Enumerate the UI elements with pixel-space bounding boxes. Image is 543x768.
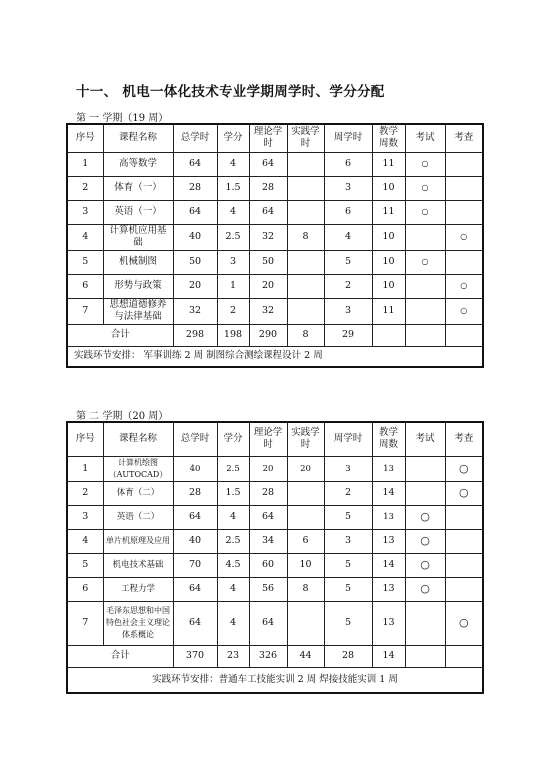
table-cell: 4 [217,152,249,176]
table-cell: 6 [67,577,103,601]
table-cell: 7 [67,601,103,645]
table-cell: 5 [67,250,103,274]
table-cell: 14 [372,481,405,505]
total-label: 合计 [67,645,173,667]
table-cell [287,505,324,529]
table-cell: 64 [173,577,217,601]
header-cell: 考试 [405,124,445,152]
table-cell: 3 [67,505,103,529]
table-row [67,176,483,200]
assessment-mark: ○ [445,601,483,645]
table-cell: 64 [249,505,287,529]
table-cell: 50 [249,250,287,274]
table-cell: 3 [324,529,372,553]
exam-mark [405,298,445,324]
table-cell: 10 [372,274,405,298]
table-cell: 毛泽东思想和中国特色社会主义理论体系概论 [103,601,173,645]
table-cell [372,324,405,346]
table-cell: 60 [249,553,287,577]
table-cell [405,645,445,667]
table-cell [287,176,324,200]
table-cell: 工程力学 [103,577,173,601]
exam-mark: ○ [405,152,445,176]
table-cell: 6 [67,274,103,298]
practice-note: 实践环节安排： 军事训练 2 周 制图综合测绘课程设计 2 周 [67,346,483,367]
table-cell: 单片机原理及应用 [103,529,173,553]
table-cell: 64 [249,200,287,224]
assessment-mark: ○ [445,456,483,481]
table-cell [287,298,324,324]
table-cell: 计算机绘图（AUTOCAD） [103,456,173,481]
table-cell: 1 [67,456,103,481]
table-cell: 4 [217,601,249,645]
semester2-table [66,421,484,694]
header-cell: 周学时 [324,124,372,152]
table-cell: 4.5 [217,553,249,577]
practice-note-row [67,346,483,367]
table-cell: 28 [173,176,217,200]
table-cell: 198 [217,324,249,346]
table-cell [287,601,324,645]
table-cell: 计算机应用基础 [103,224,173,250]
table-cell: 2.5 [217,456,249,481]
table-cell: 2.5 [217,224,249,250]
table-row [67,505,483,529]
table-row [67,481,483,505]
semester1-label: 第 一 学期（19 周） [76,113,169,124]
table-cell: 40 [173,529,217,553]
table-cell: 4 [217,505,249,529]
table-cell: 2.5 [217,529,249,553]
table-cell: 8 [287,224,324,250]
table-cell: 10 [372,176,405,200]
table-cell: 11 [372,200,405,224]
table-cell: 2 [67,481,103,505]
table-cell: 13 [372,505,405,529]
table-cell: 34 [249,529,287,553]
exam-mark [405,601,445,645]
table-cell [405,324,445,346]
table-row [67,553,483,577]
table-cell: 40 [173,456,217,481]
table-cell: 64 [173,505,217,529]
header-cell: 课程名称 [103,124,173,152]
exam-mark: ○ [405,577,445,601]
total-label: 合计 [67,324,173,346]
practice-note: 实践环节安排：普通车工技能实训 2 周 焊接技能实训 1 周 [67,667,483,693]
exam-mark: ○ [405,529,445,553]
header-cell: 理论学时 [249,124,287,152]
table-row [67,274,483,298]
table-row [67,152,483,176]
header-cell: 考查 [445,422,483,456]
table-cell: 4 [324,224,372,250]
exam-mark [405,481,445,505]
table-cell: 10 [372,250,405,274]
table-cell: 20 [249,274,287,298]
table-cell: 思想道德修养与法律基础 [103,298,173,324]
table-cell: 8 [287,577,324,601]
table-cell: 28 [249,481,287,505]
header-cell: 考试 [405,422,445,456]
table-cell: 13 [372,529,405,553]
header-cell: 周学时 [324,422,372,456]
exam-mark [405,274,445,298]
table-cell: 5 [67,553,103,577]
exam-mark: ○ [405,250,445,274]
table-cell: 64 [173,200,217,224]
table-cell: 28 [324,645,372,667]
header-cell: 教学周数 [372,124,405,152]
total-row [67,324,483,346]
table-cell: 28 [173,481,217,505]
table-cell: 20 [287,456,324,481]
table-cell [445,645,483,667]
table-row [67,601,483,645]
table-cell: 3 [217,250,249,274]
table-cell [287,152,324,176]
table-cell: 370 [173,645,217,667]
exam-mark: ○ [405,176,445,200]
table-cell: 2 [67,176,103,200]
table-cell: 2 [324,481,372,505]
table-cell: 5 [324,553,372,577]
header-cell: 序号 [67,422,103,456]
table-cell: 5 [324,601,372,645]
assessment-mark [445,577,483,601]
table-cell: 29 [324,324,372,346]
assessment-mark [445,553,483,577]
table-cell: 14 [372,553,405,577]
assessment-mark [445,200,483,224]
exam-mark: ○ [405,505,445,529]
table-cell [287,481,324,505]
table-cell: 4 [67,224,103,250]
table-cell [445,324,483,346]
table-cell: 6 [324,200,372,224]
table-row [67,529,483,553]
table-cell: 56 [249,577,287,601]
assessment-mark: ○ [445,224,483,250]
assessment-mark [445,152,483,176]
header-cell: 总学时 [173,422,217,456]
header-cell: 序号 [67,124,103,152]
header-cell: 学分 [217,124,249,152]
table-cell: 6 [287,529,324,553]
table-cell: 40 [173,224,217,250]
table-cell: 70 [173,553,217,577]
header-cell: 考查 [445,124,483,152]
table-cell: 6 [324,152,372,176]
table-cell: 2 [324,274,372,298]
table-cell: 64 [173,601,217,645]
assessment-mark [445,250,483,274]
exam-mark [405,224,445,250]
header-cell: 总学时 [173,124,217,152]
table-cell [287,200,324,224]
table-cell: 1.5 [217,481,249,505]
table-cell: 32 [249,224,287,250]
table-cell: 11 [372,298,405,324]
exam-mark [405,456,445,481]
table-cell: 英语（二） [103,505,173,529]
table-cell: 32 [173,298,217,324]
table-cell: 4 [67,529,103,553]
total-row [67,645,483,667]
exam-mark: ○ [405,553,445,577]
table-row [67,456,483,481]
assessment-mark: ○ [445,274,483,298]
table-cell: 44 [287,645,324,667]
table-row [67,224,483,250]
table-row [67,250,483,274]
table-cell: 13 [372,601,405,645]
table-cell: 3 [67,200,103,224]
assessment-mark [445,176,483,200]
table-cell: 32 [249,298,287,324]
table-cell: 高等数学 [103,152,173,176]
table-row [67,200,483,224]
assessment-mark [445,529,483,553]
table-cell: 1 [217,274,249,298]
table-cell: 64 [249,152,287,176]
table-cell: 20 [173,274,217,298]
semester2-label: 第 二 学期（20 周） [76,411,169,422]
table-cell: 体育（一） [103,176,173,200]
page-title: 十一、 机电一体化技术专业学期周学时、学分分配 [76,84,385,100]
table-cell: 13 [372,577,405,601]
practice-note-row [67,667,483,693]
table-row [67,298,483,324]
table-cell: 13 [372,456,405,481]
table-cell: 326 [249,645,287,667]
assessment-mark: ○ [445,481,483,505]
table-cell [287,274,324,298]
table-cell: 1.5 [217,176,249,200]
table-cell: 7 [67,298,103,324]
header-cell: 实践学时 [287,124,324,152]
exam-mark: ○ [405,200,445,224]
table-cell: 4 [217,200,249,224]
table-cell: 23 [217,645,249,667]
table-cell: 1 [67,152,103,176]
table-cell: 8 [287,324,324,346]
assessment-mark: ○ [445,298,483,324]
header-cell: 实践学时 [287,422,324,456]
table-header-row [67,124,483,152]
table-cell: 64 [173,152,217,176]
table-cell: 28 [249,176,287,200]
table-cell: 2 [217,298,249,324]
header-cell: 学分 [217,422,249,456]
header-cell: 课程名称 [103,422,173,456]
table-cell: 14 [372,645,405,667]
table-cell: 4 [217,577,249,601]
assessment-mark [445,505,483,529]
table-cell: 5 [324,505,372,529]
table-cell: 5 [324,250,372,274]
table-cell: 3 [324,298,372,324]
header-cell: 教学周数 [372,422,405,456]
table-cell: 机电技术基础 [103,553,173,577]
table-cell: 10 [287,553,324,577]
table-cell: 50 [173,250,217,274]
table-cell [287,250,324,274]
table-cell: 英语（一） [103,200,173,224]
table-cell: 298 [173,324,217,346]
semester1-table [66,123,484,368]
table-cell: 20 [249,456,287,481]
header-cell: 理论学时 [249,422,287,456]
table-cell: 290 [249,324,287,346]
table-cell: 5 [324,577,372,601]
table-cell: 3 [324,456,372,481]
table-cell: 11 [372,152,405,176]
table-cell: 64 [249,601,287,645]
table-cell: 机械制图 [103,250,173,274]
table-cell: 形势与政策 [103,274,173,298]
table-cell: 体育（二） [103,481,173,505]
table-row [67,577,483,601]
table-cell: 10 [372,224,405,250]
table-cell: 3 [324,176,372,200]
table-header-row [67,422,483,456]
